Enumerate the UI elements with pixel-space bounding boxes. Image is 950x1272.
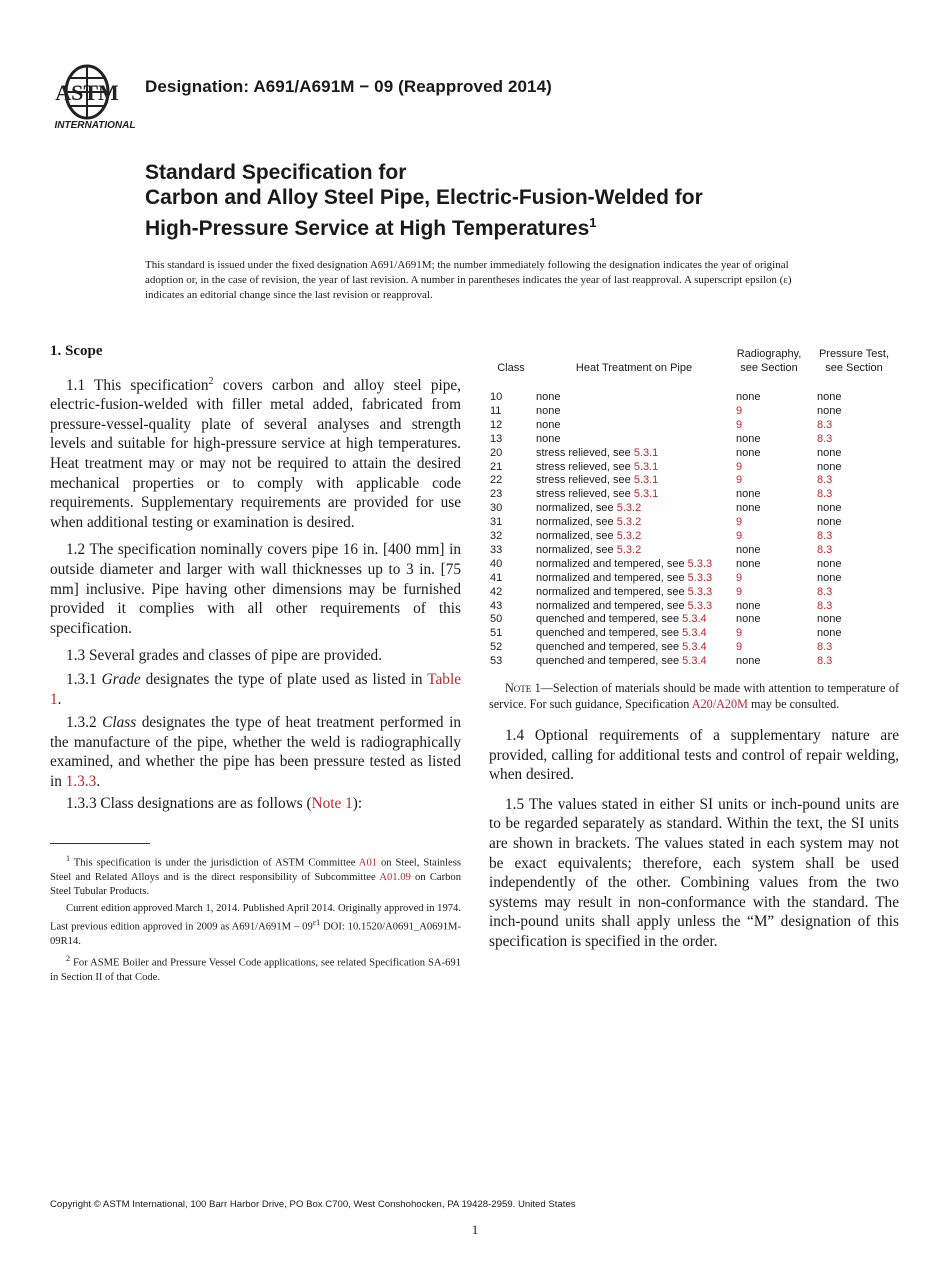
footnote-1-edition: Current edition approved March 1, 2014. Published April 2014. Originally approved in 1974. Last previous edition approved in 2009 as $A691/A691M - 09^{\varepsilon 1}$ DOI: 10.1520/A0691_A0691M-09R14. <box>50 903 461 948</box>
link-pressure-test-section[interactable]: 8.3 <box>817 488 833 501</box>
cell-class: 42 <box>490 585 503 598</box>
cell-pressure-test: none <box>817 446 842 459</box>
footnote-divider <box>50 843 150 844</box>
left-column <box>50 342 461 813</box>
cell-pressure-test: none <box>817 516 842 529</box>
link-pressure-test-section[interactable]: 8.3 <box>817 641 833 654</box>
cell-pressure-test: none <box>817 404 842 417</box>
cell-heat-treatment: quenched and tempered, see 5.3.4 <box>536 613 707 626</box>
cell-heat-treatment: none <box>536 404 561 417</box>
link-heat-section[interactable]: 5.3.4 <box>682 641 707 654</box>
para-1-3-3: 1.3.3 Class designations are as follows (Note 1): <box>66 794 363 812</box>
link-radiography-section[interactable]: 9 <box>736 404 743 417</box>
link-heat-section[interactable]: 5.3.1 <box>633 474 659 487</box>
cell-class: 53 <box>490 655 503 668</box>
cell-class: 50 <box>490 613 503 626</box>
table-header-heat-treatment: Heat Treatment on Pipe <box>575 362 693 374</box>
cell-class: 10 <box>490 391 503 403</box>
cell-class: 41 <box>490 571 503 584</box>
link-radiography-section[interactable]: 9 <box>736 530 743 542</box>
table-header-class: Class <box>497 362 525 374</box>
link-pressure-test-section[interactable]: 8.3 <box>817 418 833 431</box>
cell-heat-treatment: stress relieved, see 5.3.1 <box>536 474 659 487</box>
link-heat-section[interactable]: 5.3.4 <box>682 613 707 626</box>
astm-logo <box>54 56 136 136</box>
designation: Designation: A691/A691M − 09 (Reapproved 2014) <box>145 77 552 96</box>
cell-radiography: none <box>736 502 761 515</box>
cell-heat-treatment: quenched and tempered, see 5.3.4 <box>536 655 707 668</box>
title-footnote-mark: 1 <box>589 215 597 230</box>
cell-pressure-test: none <box>817 571 842 584</box>
cell-heat-treatment: none <box>536 391 561 403</box>
document-title <box>145 160 865 241</box>
cell-class: 22 <box>490 474 503 487</box>
link-radiography-section[interactable]: 9 <box>736 418 743 431</box>
note-1: Note 1—Selection of materials should be made with attention to temperature of service. For such guidance, Specification A20/A20M may be consulted. <box>489 681 899 711</box>
cell-radiography: none <box>736 599 761 612</box>
title-line-3: High-Pressure Service at High Temperatures$^1$ <box>145 215 597 240</box>
cell-heat-treatment: normalized and tempered, see 5.3.3 <box>536 557 713 570</box>
table-header-pressure-test: Pressure Test, see Section <box>818 348 890 374</box>
cell-radiography: none <box>736 391 761 403</box>
table-header-radiography: Radiography, see Section <box>736 348 802 374</box>
para-1-4: 1.4 Optional requirements of a supplementary nature are provided, calling for additional tests and control of repair welding, when desired. <box>489 727 899 784</box>
title-line-1: Standard Specification for <box>145 161 407 184</box>
footnotes <box>50 852 461 988</box>
link-note-1[interactable]: Note 1 <box>311 794 353 812</box>
link-subcommittee-a01-09[interactable]: A01.09 <box>379 871 411 883</box>
cell-radiography: none <box>736 446 761 459</box>
right-column <box>489 680 899 952</box>
link-1-3-3[interactable]: 1.3.3 <box>65 772 97 790</box>
cell-heat-treatment: quenched and tempered, see 5.3.4 <box>536 627 707 640</box>
para-1-5: 1.5 The values stated in either SI units or inch-pound units are to be regarded separately as standard. Within the text, the SI units are shown in brackets. The values stated in each system may not be exact equivalents; therefore, each system shall be used independently of the other. Combining values from the two systems may result in non-conformance with the standard. The inch-pound units shall apply unless the “M” designation of this specification is specified in the order. <box>489 795 899 950</box>
cell-pressure-test: none <box>817 557 842 570</box>
link-heat-section[interactable]: 5.3.4 <box>682 655 707 668</box>
cell-heat-treatment: none <box>536 418 561 431</box>
cell-class: 23 <box>490 488 503 501</box>
copyright-footer: Copyright © ASTM International, 100 Barr Harbor Drive, PO Box C700, West Conshohocken, PA 19428-2959. United States <box>50 1199 576 1210</box>
link-radiography-section[interactable]: 9 <box>736 571 743 584</box>
para-1-3-2: 1.3.2 Class designates the type of heat treatment performed in the manufacture of the pipe, whether the weld is radiographically examined, and whether the pipe has been pressure tested as listed in 1.3.3. <box>50 714 461 790</box>
para-1-1: 1.1 This specification$^2$ covers carbon and alloy steel pipe, electric-fusion-welded with filler metal added, fabricated from pressure-vessel-quality plate of several analyses and strength levels and suitable for high-pressure service at high temperatures. Heat treatment may or may not be required to attain the desired mechanical properties or to comply with applicable code requirements. Supplementary requirements are provided for use when additional testing or examination is desired. <box>50 375 461 531</box>
footnote-ref-2[interactable]: 2 <box>208 375 214 387</box>
link-heat-section[interactable]: 5.3.1 <box>633 460 659 473</box>
page-number: 1 <box>471 1222 479 1237</box>
footnote-1: $^1$ This specification is under the jurisdiction of ASTM Committee A01 on Steel, Stainless Steel and Related Alloys and is the direct responsibility of Subcommittee A01.09 on Carbon Steel Tubular Products. <box>50 854 462 897</box>
cell-heat-treatment: stress relieved, see 5.3.1 <box>536 446 659 459</box>
cell-class: 40 <box>490 557 503 570</box>
link-pressure-test-section[interactable]: 8.3 <box>817 474 833 487</box>
cell-class: 33 <box>490 543 503 556</box>
cell-pressure-test: none <box>817 460 842 473</box>
link-a20-a20m[interactable]: A20/A20M <box>691 697 748 711</box>
link-heat-section[interactable]: 5.3.3 <box>687 585 713 598</box>
section-heading-scope: 1. Scope <box>50 343 103 359</box>
link-heat-section[interactable]: 5.3.1 <box>633 446 659 459</box>
cell-radiography: none <box>736 543 761 556</box>
link-heat-section[interactable]: 5.3.2 <box>616 530 642 542</box>
cell-heat-treatment: normalized and tempered, see 5.3.3 <box>536 599 713 612</box>
link-pressure-test-section[interactable]: 8.3 <box>817 655 833 668</box>
link-heat-section[interactable]: 5.3.2 <box>616 502 642 515</box>
link-pressure-test-section[interactable]: 8.3 <box>817 599 833 612</box>
cell-class: 52 <box>490 641 503 654</box>
cell-heat-treatment: normalized and tempered, see 5.3.3 <box>536 585 713 598</box>
cell-radiography: none <box>736 557 761 570</box>
cell-radiography: none <box>736 432 761 445</box>
link-table-1[interactable]: Table 1 <box>50 671 461 708</box>
cell-class: 43 <box>490 599 503 612</box>
cell-pressure-test: none <box>817 391 842 403</box>
link-heat-section[interactable]: 5.3.3 <box>687 599 713 612</box>
cell-radiography: none <box>736 655 761 668</box>
link-heat-section[interactable]: 5.3.3 <box>687 571 713 584</box>
cell-class: 12 <box>490 418 503 431</box>
cell-pressure-test: none <box>817 627 842 640</box>
link-radiography-section[interactable]: 9 <box>736 474 743 487</box>
link-radiography-section[interactable]: 9 <box>736 641 743 654</box>
cell-pressure-test: none <box>817 613 842 626</box>
astm-globe-icon <box>55 66 119 118</box>
cell-heat-treatment: normalized and tempered, see 5.3.3 <box>536 571 713 584</box>
link-radiography-section[interactable]: 9 <box>736 516 743 529</box>
cell-class: 32 <box>490 530 503 542</box>
link-pressure-test-section[interactable]: 8.3 <box>817 432 833 445</box>
svg-text:INTERNATIONAL: INTERNATIONAL <box>54 120 136 131</box>
footnote-2: $^2$ For ASME Boiler and Pressure Vessel Code applications, see related Specification SA-691 in Section II of that Code. <box>50 954 461 984</box>
title-line-2: Carbon and Alloy Steel Pipe, Electric-Fusion-Welded for <box>145 186 703 209</box>
para-1-2: 1.2 The specification nominally covers pipe 16 in. [400 mm] in outside diameter and larger with wall thicknesses up to 3 in. [75 mm] inclusive. Pipe having other dimensions may be furnished provided it complies with all other requirements of this specification. <box>50 541 461 637</box>
cell-heat-treatment: stress relieved, see 5.3.1 <box>536 460 659 473</box>
link-heat-section[interactable]: 5.3.4 <box>682 627 707 640</box>
cell-heat-treatment: normalized, see 5.3.2 <box>536 516 642 529</box>
cell-class: 31 <box>490 516 503 529</box>
cell-class: 21 <box>490 460 503 473</box>
cell-class: 30 <box>490 502 503 515</box>
cell-heat-treatment: normalized, see 5.3.2 <box>536 530 642 542</box>
link-committee-a01[interactable]: A01 <box>358 857 378 869</box>
link-heat-section[interactable]: 5.3.2 <box>616 516 642 529</box>
link-heat-section[interactable]: 5.3.2 <box>616 543 642 556</box>
cell-heat-treatment: none <box>536 432 561 445</box>
svg-text:ASTM: ASTM <box>55 80 119 105</box>
cell-class: 20 <box>490 446 503 459</box>
link-radiography-section[interactable]: 9 <box>736 585 743 598</box>
link-pressure-test-section[interactable]: 8.3 <box>817 585 833 598</box>
cell-heat-treatment: stress relieved, see 5.3.1 <box>536 488 659 501</box>
cell-radiography: none <box>736 488 761 501</box>
cell-pressure-test: none <box>817 502 842 515</box>
cell-class: 11 <box>490 404 502 417</box>
link-heat-section[interactable]: 5.3.3 <box>687 557 713 570</box>
cell-heat-treatment: quenched and tempered, see 5.3.4 <box>536 641 707 654</box>
cell-radiography: none <box>736 613 761 626</box>
cell-heat-treatment: normalized, see 5.3.2 <box>536 543 642 556</box>
cell-heat-treatment: normalized, see 5.3.2 <box>536 502 642 515</box>
cell-class: 13 <box>490 432 503 445</box>
link-pressure-test-section[interactable]: 8.3 <box>817 543 833 556</box>
para-1-3: 1.3 Several grades and classes of pipe are provided. <box>66 647 383 665</box>
link-heat-section[interactable]: 5.3.1 <box>633 488 659 501</box>
issued-note: This standard is issued under the fixed designation A691/A691M; the number immediately following the designation indicates the year of original adoption or, in the case of revision, the year of last revision. A number in parentheses indicates the year of last reapproval. A superscript epsilon (ε) indicates an editorial change since the last revision or reapproval. <box>145 259 792 301</box>
link-radiography-section[interactable]: 9 <box>736 627 743 640</box>
cell-class: 51 <box>490 627 503 640</box>
para-1-3-1: 1.3.1 Grade designates the type of plate used as listed in Table 1. <box>50 671 461 708</box>
link-pressure-test-section[interactable]: 8.3 <box>817 530 833 542</box>
link-radiography-section[interactable]: 9 <box>736 460 743 473</box>
